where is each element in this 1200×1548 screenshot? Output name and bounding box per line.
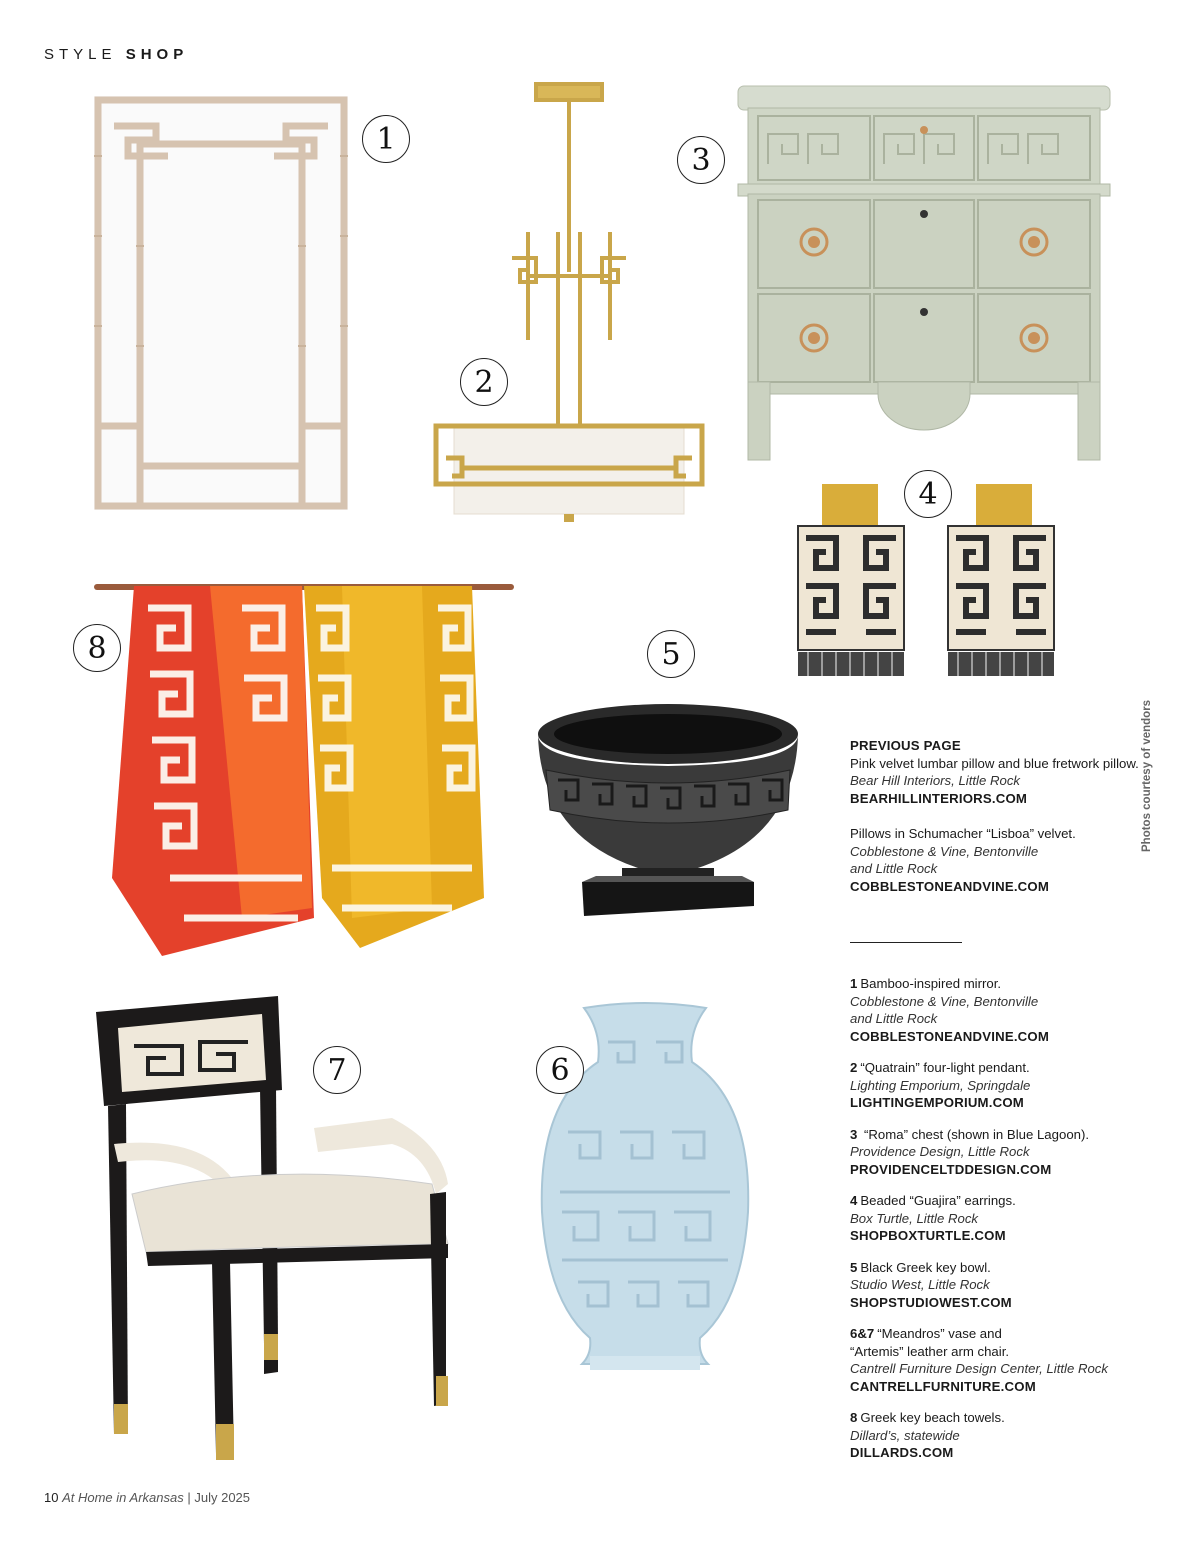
item-description: Black Greek key bowl. [860, 1259, 991, 1275]
item-url[interactable]: SHOPSTUDIOWEST.COM [850, 1294, 1012, 1310]
item-number: 2 [850, 1060, 858, 1075]
product-credits [850, 975, 1140, 1476]
item-url[interactable]: BEARHILLINTERIORS.COM [850, 790, 1028, 806]
pendant-light-image [432, 82, 706, 524]
item-url[interactable]: LIGHTINGEMPORIUM.COM [850, 1095, 1024, 1110]
item-description: Beaded “Guajira” earrings. [860, 1193, 1016, 1208]
item-description: Bamboo-inspired mirror. [860, 976, 1002, 991]
marker-2: 2 [460, 358, 508, 406]
marker-8: 8 [73, 624, 121, 672]
item-source: Studio West, Little Rock [850, 1277, 990, 1292]
marker-4: 4 [904, 470, 952, 518]
product-item [850, 1126, 1140, 1179]
marker-6: 6 [536, 1046, 584, 1094]
mirror-image [94, 96, 348, 510]
item-source: Lighting Emporium, Springdale [850, 1077, 1031, 1093]
magazine-name: At Home in Arkansas [62, 1490, 184, 1505]
product-item [850, 1059, 1140, 1112]
greek-key-bowl-image [536, 700, 802, 926]
page-footer [44, 1490, 250, 1505]
item-description: Pink velvet lumbar pillow and blue fretwork pillow. [850, 755, 1139, 771]
item-source: Dillard’s, statewide [850, 1427, 960, 1443]
previous-page-item [850, 825, 1140, 895]
photo-credit-text: Photos courtesy of vendors [1141, 699, 1153, 852]
item-description: Pillows in Schumacher “Lisboa” velvet. [850, 826, 1076, 841]
item-url[interactable]: DILLARDS.COM [850, 1445, 954, 1460]
item-source: Cobblestone & Vine, Bentonville and Little Rock [850, 993, 1039, 1026]
item-number: 3 [850, 1126, 858, 1142]
item-source: Bear Hill Interiors, Little Rock [850, 773, 1021, 788]
item-source: Box Turtle, Little Rock [850, 1210, 979, 1226]
product-item [850, 1192, 1140, 1245]
section-label-light: STYLE [44, 46, 117, 63]
chest-image [734, 84, 1114, 464]
item-url[interactable]: CANTRELLFURNITURE.COM [850, 1378, 1036, 1394]
section-divider [850, 942, 962, 943]
item-url[interactable]: COBBLESTONEANDVINE.COM [850, 1028, 1050, 1044]
marker-5: 5 [647, 630, 695, 678]
marker-1: 1 [362, 115, 410, 163]
item-number: 5 [850, 1259, 858, 1275]
item-source: Cantrell Furniture Design Center, Little Rock [850, 1361, 1108, 1376]
photo-credit [1127, 699, 1153, 860]
beach-towels-image [92, 578, 516, 958]
previous-page-heading: PREVIOUS PAGE [850, 738, 961, 753]
item-description: “Meandros” vase and “Artemis” leather arm chair. [850, 1326, 1010, 1359]
marker-7: 7 [313, 1046, 361, 1094]
issue-date: July 2025 [194, 1490, 251, 1505]
footer-separator: | [187, 1490, 191, 1505]
item-description: “Roma” chest (shown in Blue Lagoon). [860, 1126, 1090, 1142]
section-label-bold: SHOP [125, 46, 189, 63]
item-number: 1 [850, 976, 858, 991]
item-number: 8 [850, 1410, 858, 1425]
credits-column [850, 737, 1140, 909]
product-item [850, 1409, 1140, 1462]
item-source: Providence Design, Little Rock [850, 1144, 1030, 1159]
marker-3: 3 [677, 136, 725, 184]
item-url[interactable]: COBBLESTONEANDVINE.COM [850, 878, 1050, 894]
item-number: 4 [850, 1193, 858, 1208]
arm-chair-image [92, 994, 462, 1462]
previous-page-item [850, 755, 1140, 808]
product-item [850, 1325, 1140, 1395]
product-item [850, 1259, 1140, 1312]
item-source: Cobblestone & Vine, Bentonville and Little Rock [850, 843, 1039, 876]
section-label [44, 46, 188, 63]
product-item [850, 975, 1140, 1045]
item-url[interactable]: PROVIDENCELTDDESIGN.COM [850, 1161, 1052, 1177]
item-description: Greek key beach towels. [860, 1410, 1005, 1425]
page-number: 10 [44, 1490, 59, 1505]
item-number: 6&7 [850, 1326, 875, 1341]
item-url[interactable]: SHOPBOXTURTLE.COM [850, 1228, 1006, 1243]
item-description: “Quatrain” four-light pendant. [860, 1060, 1030, 1075]
